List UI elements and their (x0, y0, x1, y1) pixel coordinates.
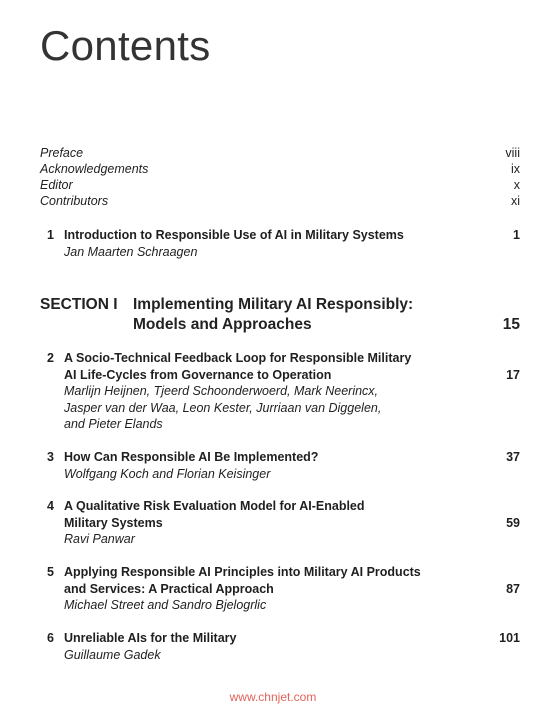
section-title-line: Implementing Military AI Responsibly: (133, 296, 414, 313)
chapter-author: Michael Street and Sandro Bjelogrlic (64, 598, 267, 612)
toc-page-number: 87 (506, 581, 520, 596)
chapter-title: Unreliable AIs for the Military (64, 631, 237, 645)
chapter-author: Ravi Panwar (64, 532, 135, 546)
toc-page-number: ix (510, 162, 520, 176)
chapter-title: Military Systems (64, 515, 163, 530)
chapter-number: 6 (47, 631, 54, 645)
chapter-title: A Socio-Technical Feedback Loop for Responsible Military (64, 351, 412, 365)
chapter-title: and Services: A Practical Approach (64, 581, 274, 596)
toc-chapter-4[interactable] (40, 498, 520, 550)
toc-chapter-6[interactable] (40, 630, 520, 666)
watermark: www.chnjet.com (229, 690, 317, 704)
toc-chapter-2[interactable] (40, 350, 520, 434)
toc-entry-acknowledgements[interactable] (40, 162, 520, 178)
chapter-title: How Can Responsible AI Be Implemented? (64, 450, 319, 464)
toc-page-number: 101 (499, 631, 520, 645)
chapter-title: Introduction to Responsible Use of AI in Military Systems (64, 228, 404, 242)
toc-entry-label: Preface (40, 146, 84, 160)
toc-page-number: viii (505, 146, 520, 160)
toc-entry-editor[interactable] (40, 178, 520, 194)
chapter-number: 1 (47, 228, 54, 242)
chapter-author: Marlijn Heijnen, Tjeerd Schoonderwoerd, Mark Neerincx, (64, 384, 379, 398)
chapter-number: 5 (47, 565, 54, 579)
chapter-number: 2 (47, 351, 54, 365)
toc-chapter-1[interactable] (40, 227, 520, 263)
toc-entry-contributors[interactable] (40, 194, 520, 210)
chapter-author: Jasper van der Waa, Leon Kester, Jurriaan van Diggelen, (64, 400, 382, 415)
chapter-title: A Qualitative Risk Evaluation Model for AI-Enabled (64, 499, 365, 513)
toc-entry-label: Contributors (40, 194, 109, 208)
toc-page-number: 17 (506, 367, 520, 382)
chapter-title: AI Life-Cycles from Governance to Operation (64, 367, 332, 382)
toc-entry-label: Editor (40, 178, 73, 192)
section-title-line: Models and Approaches (133, 316, 312, 333)
toc-page-number: xi (510, 194, 520, 208)
chapter-number: 3 (47, 450, 54, 464)
toc-entry-label: Acknowledgements (40, 162, 149, 176)
toc-entry-preface[interactable] (40, 146, 520, 162)
toc-page-number: x (513, 178, 520, 192)
toc-page-number: 15 (502, 316, 520, 333)
chapter-author: Wolfgang Koch and Florian Keisinger (64, 466, 271, 481)
toc-page-number: 37 (506, 450, 520, 464)
section-label: SECTION I (40, 296, 118, 313)
chapter-author: and Pieter Elands (64, 417, 163, 431)
page-title: Contents (40, 22, 211, 69)
toc-chapter-5[interactable] (40, 564, 520, 616)
toc-page-number: 59 (506, 515, 520, 530)
toc-chapter-3[interactable] (40, 449, 520, 485)
toc-page-number: 1 (513, 228, 520, 242)
chapter-author: Jan Maarten Schraagen (64, 244, 198, 259)
chapter-author: Guillaume Gadek (64, 647, 161, 662)
chapter-title: Applying Responsible AI Principles into Military AI Products (64, 565, 421, 579)
chapter-number: 4 (47, 499, 54, 513)
